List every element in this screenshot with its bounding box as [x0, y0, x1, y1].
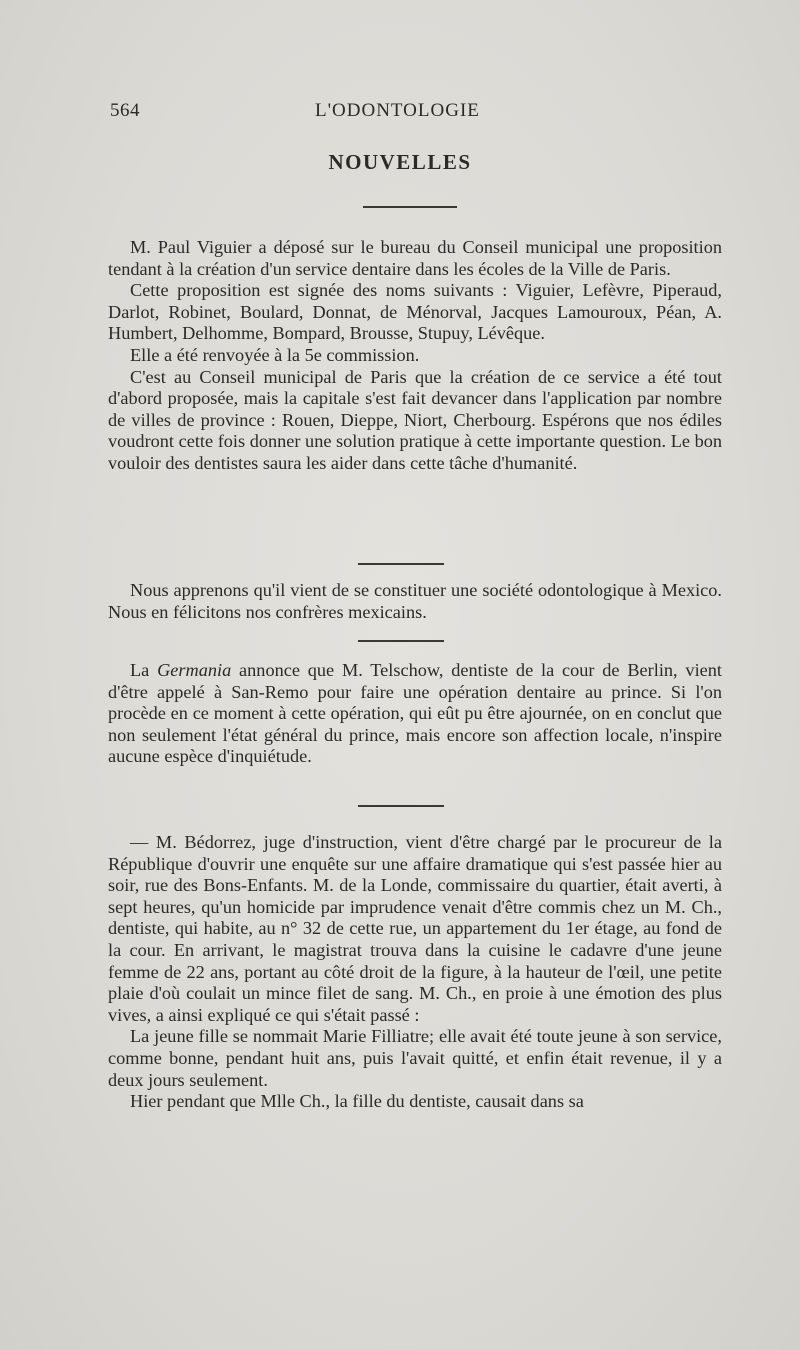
news-item-germania: [108, 660, 722, 768]
title-rule: [363, 206, 457, 208]
section-title: NOUVELLES: [328, 150, 472, 174]
running-head: L'ODONTOLOGIE: [315, 100, 480, 121]
paragraph: Nous apprenons qu'il vient de se constituer une société odontologique à Mexico. Nous en félicitons nos confrères mexicains.: [108, 580, 722, 622]
paragraph: La jeune fille se nommait Marie Filliatre; elle avait été toute jeune à son service, comme bonne, pendant huit ans, puis l'avait quitté, et enfin était revenue, il y a deux jours seulement.: [108, 1026, 722, 1090]
paragraph: Hier pendant que Mlle Ch., la fille du dentiste, causait dans sa: [130, 1091, 584, 1112]
paragraph: Elle a été renvoyée à la 5e commission.: [130, 344, 420, 365]
newspaper-title: Germania: [157, 660, 232, 680]
paragraph: M. Paul Viguier a déposé sur le bureau du Conseil municipal une proposition tendant à la création d'un service dentaire dans les écoles de la Ville de Paris.: [108, 237, 722, 279]
lead-text: La: [130, 660, 158, 680]
paragraph: — M. Bédorrez, juge d'instruction, vient d'être chargé par le procureur de la République d'ouvrir une enquête sur une affaire dramatique qui s'est passée hier au soir, rue des Bons-Enfants. M. de la Londe, commissaire du quartier, était averti, à sept heures, qu'un homicide par imprudence venait d'être commis chez un M. Ch., dentiste, qui habite, au n° 32 de cette rue, un appartement du 1er étage, au fond de la cour. En arrivant, le magistrat trouva dans la cuisine le cadavre d'une jeune femme de 22 ans, portant au côté droit de la figure, à la hauteur de l'œil, une petite plaie d'où coulait un mince filet de sang. M. Ch., en proie à une émotion des plus vives, a ainsi expliqué ce qui s'était passé :: [108, 832, 722, 1025]
separator-rule: [358, 805, 444, 807]
separator-rule: [358, 563, 444, 565]
news-item-mexico: [108, 580, 722, 623]
paragraph: Cette proposition est signée des noms suivants : Viguier, Lefèvre, Piperaud, Darlot, Robinet, Boulard, Donnat, de Ménorval, Jacques Lamouroux, Péan, A. Humbert, Delhomme, Bompard, Brousse, Stupuy, Lévêque.: [108, 280, 722, 344]
page-header: [110, 100, 722, 128]
paragraph: C'est au Conseil municipal de Paris que la création de ce service a été tout d'abord proposée, mais la capitale s'est fait devancer dans l'application par nombre de villes de province : Rouen, Dieppe, Niort, Cherbourg. Espérons que nos édiles voudront cette fois donner une solution pratique à cette importante question. Le bon vouloir des dentistes saura les aider dans cette tâche d'humanité.: [108, 366, 722, 473]
separator-rule: [358, 640, 444, 642]
body-text: annonce que M. Telschow, dentiste de la cour de Berlin, vient d'être appelé à San-Remo pour faire une opération dentaire au prince. Si l'on procède en ce moment à cette opération, qui eût pu être ajournée, on en conclut que non seulement l'état général du prince, mais encore son affection locale, n'inspire aucune espèce d'inquiétude.: [108, 660, 722, 767]
news-item-conseil-municipal: [108, 237, 722, 475]
page-number: 564: [110, 100, 140, 121]
paragraph: [108, 660, 722, 768]
news-item-bons-enfants: [108, 832, 722, 1113]
